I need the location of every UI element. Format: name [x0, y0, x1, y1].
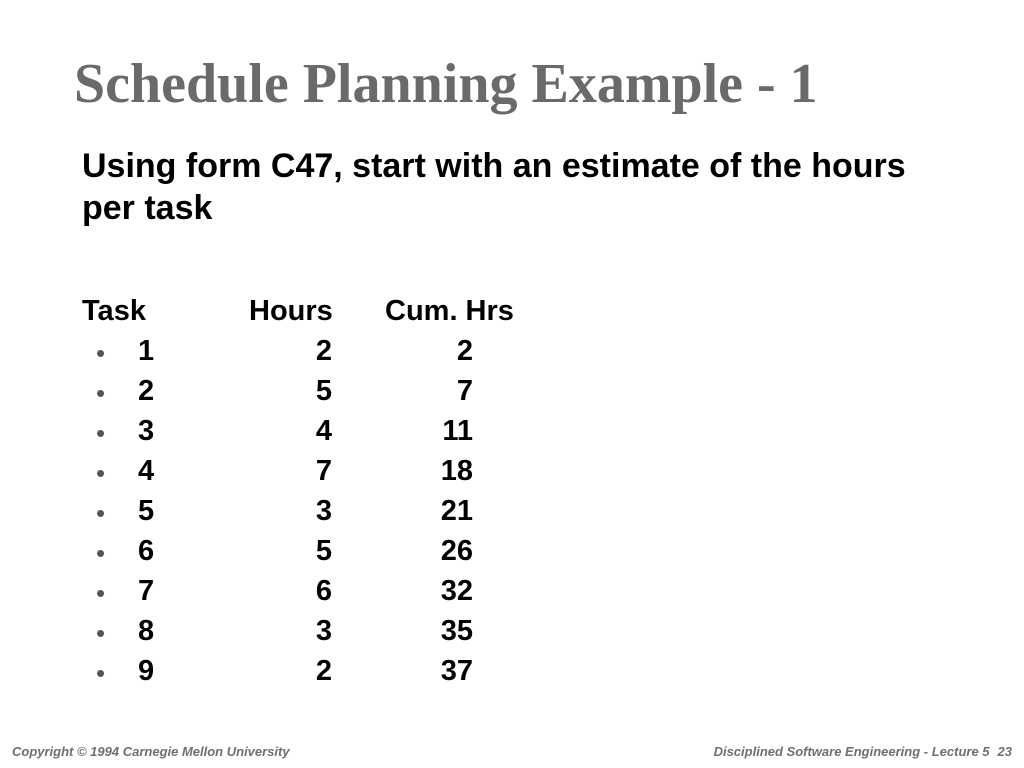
task-number: 4: [138, 455, 155, 487]
task-row: [0, 374, 1024, 414]
task-hours: 4: [315, 415, 332, 447]
task-cumulative-hours: 21: [440, 495, 473, 527]
task-number: 5: [138, 495, 155, 527]
task-hours: 3: [315, 615, 332, 647]
task-row: [0, 414, 1024, 454]
task-number: 7: [138, 575, 155, 607]
task-hours: 2: [315, 335, 332, 367]
task-hours: 6: [315, 575, 332, 607]
task-row: [0, 654, 1024, 694]
task-row: [0, 534, 1024, 574]
bullet-icon: •: [96, 658, 106, 688]
task-cumulative-hours: 37: [440, 655, 473, 687]
cumulative-hours-column-header: Cum. Hrs: [385, 295, 514, 327]
footer-course-info: [714, 744, 1012, 760]
task-number: 6: [138, 535, 155, 567]
bullet-icon: •: [96, 338, 106, 368]
task-row: [0, 614, 1024, 654]
task-cumulative-hours: 18: [440, 455, 473, 487]
bullet-icon: •: [96, 498, 106, 528]
task-hours: 5: [315, 535, 332, 567]
task-number: 2: [138, 375, 155, 407]
bullet-icon: •: [96, 578, 106, 608]
task-number: 1: [138, 335, 155, 367]
task-row: [0, 334, 1024, 374]
task-row: [0, 454, 1024, 494]
footer-course-title: Disciplined Software Engineering - Lecture 5: [713, 744, 990, 759]
task-cumulative-hours: 35: [440, 615, 473, 647]
task-number: 3: [138, 415, 155, 447]
slide-title: Schedule Planning Example - 1: [74, 53, 818, 115]
task-hours: 2: [315, 655, 332, 687]
task-hours: 3: [315, 495, 332, 527]
task-number: 9: [138, 655, 155, 687]
slide-subtitle: Using form C47, start with an estimate of the hours per task: [82, 147, 906, 227]
task-row: [0, 494, 1024, 534]
task-cumulative-hours: 7: [456, 375, 473, 407]
footer-copyright: Copyright © 1994 Carnegie Mellon University: [12, 744, 290, 759]
bullet-icon: •: [96, 618, 106, 648]
task-cumulative-hours: 26: [440, 535, 473, 567]
task-column-header: Task: [82, 295, 146, 327]
task-hours: 5: [315, 375, 332, 407]
task-row: [0, 574, 1024, 614]
task-cumulative-hours: 32: [440, 575, 473, 607]
task-number: 8: [138, 615, 155, 647]
bullet-icon: •: [96, 378, 106, 408]
task-hours: 7: [315, 455, 332, 487]
bullet-icon: •: [96, 418, 106, 448]
slide-number: 23: [997, 744, 1012, 759]
hours-column-header: Hours: [249, 295, 333, 327]
bullet-icon: •: [96, 458, 106, 488]
task-cumulative-hours: 11: [442, 415, 473, 447]
task-cumulative-hours: 2: [456, 335, 473, 367]
bullet-icon: •: [96, 538, 106, 568]
